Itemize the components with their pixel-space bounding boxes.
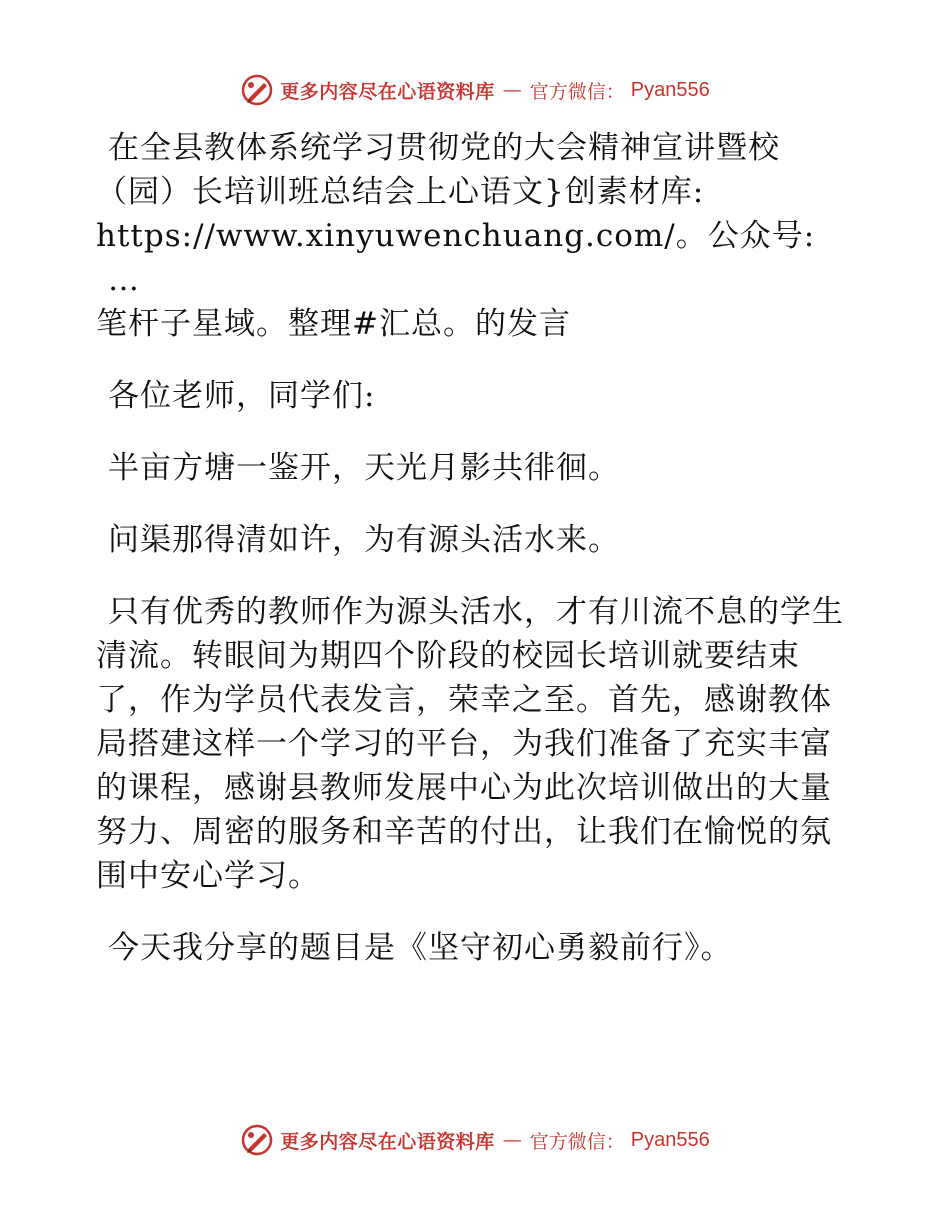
- banner-text: 更多内容尽在心语资料库: [280, 1130, 495, 1153]
- document-title: [96, 126, 856, 346]
- banner-wechat-id: Pyan556: [630, 1128, 710, 1151]
- header-banner: [0, 70, 950, 110]
- topic-line: 今天我分享的题目是《坚守初心勇毅前行》。: [108, 930, 733, 966]
- banner-wechat-id: Pyan556: [630, 78, 710, 101]
- poem-line-1: 半亩方塘一鉴开，天光月影共徘徊。: [108, 450, 620, 486]
- footer-banner: [0, 1120, 950, 1160]
- banner-wechat-label: 官方微信：: [529, 80, 625, 103]
- greeting: 各位老师，同学们:: [108, 378, 376, 414]
- pen-logo-icon: [240, 73, 274, 107]
- pen-logo-icon: [240, 1123, 274, 1157]
- banner-text: 更多内容尽在心语资料库: [280, 80, 495, 103]
- banner-dash: —: [502, 79, 522, 101]
- title-line-1: 在全县教体系统学习贯彻党的大会精神宣讲暨校: [108, 130, 780, 166]
- title-line-4: 笔杆子星域。整理#汇总。的发言: [96, 306, 571, 342]
- title-line-3: https://www.xinyuwenchuang.com/。公众号: …: [96, 218, 816, 298]
- banner-wechat-label: 官方微信：: [529, 1130, 625, 1153]
- body-paragraph: [96, 590, 856, 898]
- body-paragraph-text: 只有优秀的教师作为源头活水，才有川流不息的学生清流。转眼间为期四个阶段的校园长培训就要结束了，作为学员代表发言，荣幸之至。首先，感谢教体局搭建这样一个学习的平台，为我们准备了充实丰富的课程，感谢县教师发展中心为此次培训做出的大量努力、周密的服务和辛苦的付出，让我们在愉悦的氛围中安心学习。: [96, 594, 844, 894]
- document-body: [96, 126, 856, 998]
- banner-dash: —: [502, 1129, 522, 1151]
- poem-line-2: 问渠那得清如许，为有源头活水来。: [108, 522, 620, 558]
- title-line-2: （园）长培训班总结会上心语文}创素材库:: [96, 174, 705, 210]
